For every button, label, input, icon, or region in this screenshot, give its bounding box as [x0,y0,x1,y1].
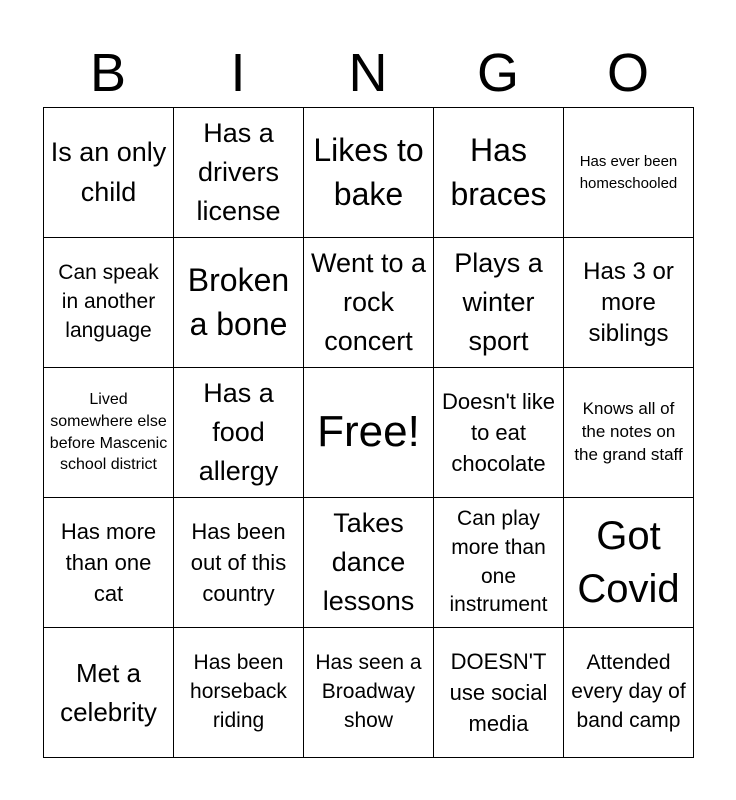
bingo-cell-r5-c4[interactable] [434,628,564,758]
bingo-cell-r2-c5[interactable] [564,238,694,368]
bingo-cell-r3-c5[interactable] [564,368,694,498]
header-letter-n: N [348,43,388,103]
bingo-cell-r1-c5[interactable] [564,108,694,238]
cell-text: Has been out of this country [190,518,287,607]
bingo-cell-r2-c1[interactable] [44,238,174,368]
bingo-cell-r2-c4[interactable] [434,238,564,368]
bingo-cell-r4-c2[interactable] [174,498,304,628]
cell-text: Has seen a Broadway show [315,651,422,732]
cell-text: Broken a bone [187,262,290,342]
cell-text: Can play more than one instrument [449,506,548,617]
free-space-text: Free! [317,407,420,457]
bingo-cell-r1-c2[interactable] [174,108,304,238]
cell-text: Knows all of the notes on the grand staff [574,399,683,464]
bingo-cell-r5-c3[interactable] [304,628,434,758]
bingo-board [43,107,694,758]
cell-text: Attended every day of band camp [571,651,686,732]
cell-text: Got Covid [577,513,680,611]
bingo-cell-r4-c3[interactable] [304,498,434,628]
bingo-cell-r5-c2[interactable] [174,628,304,758]
bingo-cell-r4-c5[interactable] [564,498,694,628]
bingo-cell-r1-c1[interactable] [44,108,174,238]
cell-text: Plays a winter sport [454,247,543,357]
cell-text: DOESN'T use social media [449,648,548,737]
cell-text: Doesn't like to eat chocolate [441,388,556,477]
cell-text: Has a drivers license [196,117,281,227]
bingo-cell-r3-c3-free[interactable] [304,368,434,498]
cell-text: Takes dance lessons [322,507,415,617]
bingo-cell-r1-c3[interactable] [304,108,434,238]
bingo-cell-r4-c1[interactable] [44,498,174,628]
header-letter-i: I [230,43,246,103]
bingo-cell-r2-c3[interactable] [304,238,434,368]
header-letter-g: G [476,43,519,103]
cell-text: Has a food allergy [198,377,279,487]
cell-text: Lived somewhere else before Mascenic school district [49,391,168,474]
cell-text: Went to a rock concert [310,247,427,357]
bingo-cell-r4-c4[interactable] [434,498,564,628]
cell-text: Has ever been homeschooled [579,152,678,192]
bingo-cell-r5-c1[interactable] [44,628,174,758]
bingo-cell-r3-c4[interactable] [434,368,564,498]
cell-text: Has more than one cat [60,518,157,607]
cell-text: Has braces [450,132,547,212]
cell-text: Can speak in another language [58,261,159,342]
cell-text: Has 3 or more siblings [583,257,674,348]
bingo-header [43,40,693,106]
bingo-cell-r1-c4[interactable] [434,108,564,238]
cell-text: Met a celebrity [60,657,157,727]
header-letter-o: O [606,43,649,103]
cell-text: Has been horseback riding [190,651,287,732]
bingo-cell-r5-c5[interactable] [564,628,694,758]
cell-text: Is an only child [50,137,167,207]
bingo-cell-r3-c2[interactable] [174,368,304,498]
header-letter-b: B [89,43,127,103]
cell-text: Likes to bake [313,132,424,212]
bingo-cell-r3-c1[interactable] [44,368,174,498]
bingo-cell-r2-c2[interactable] [174,238,304,368]
